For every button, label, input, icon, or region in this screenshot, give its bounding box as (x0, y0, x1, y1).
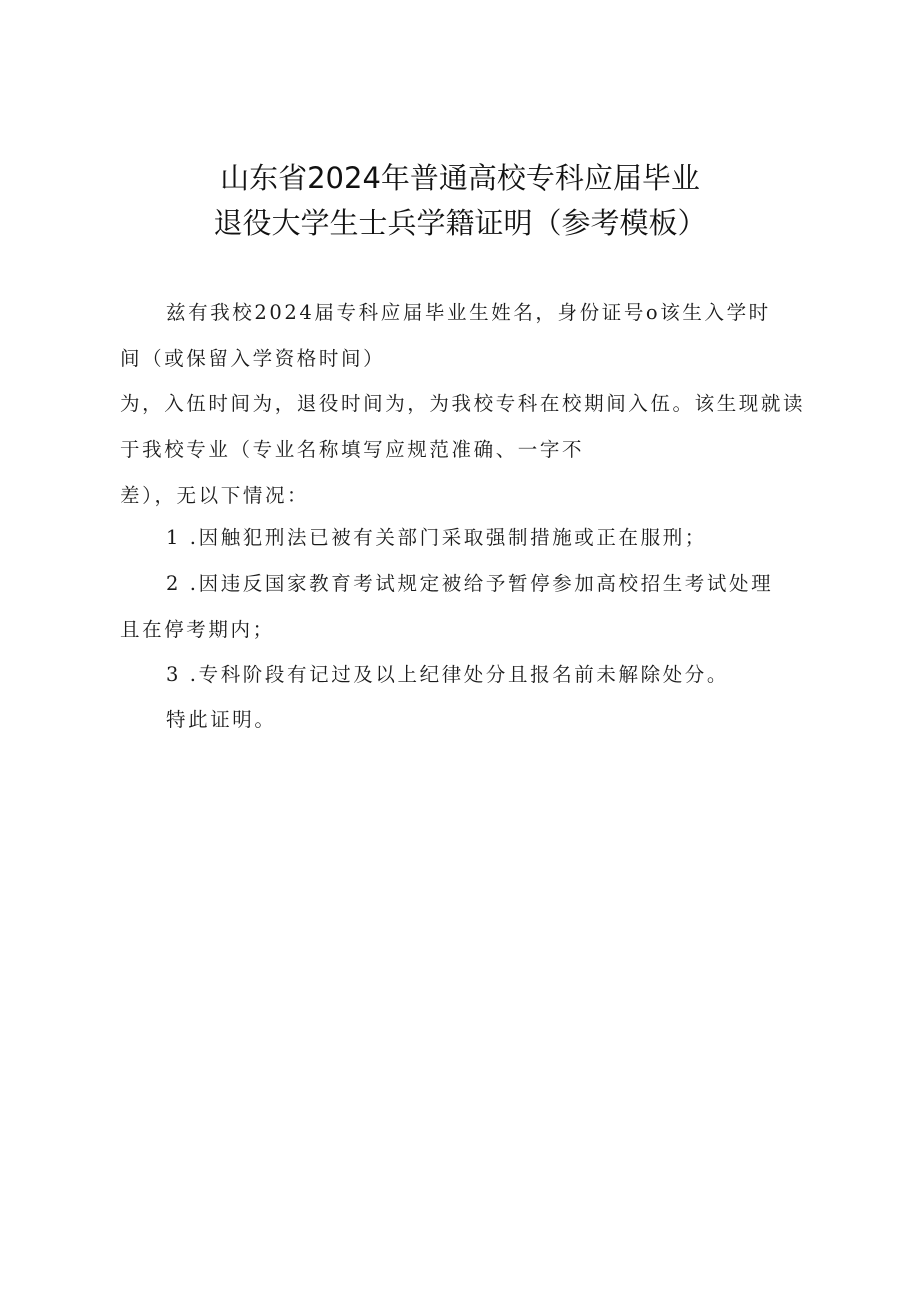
document-title-line-1: 山东省2024年普通高校专科应届毕业 (220, 161, 700, 195)
body-line-2: 间（或保留入学资格时间） (120, 347, 386, 370)
condition-item-3: 3 .专科阶段有记过及以上纪律处分且报名前未解除处分。 (166, 663, 730, 686)
body-line-3: 为，入伍时间为，退役时间为，为我校专科在校期间入伍。该生现就读 (120, 392, 806, 415)
condition-item-2-continued: 且在停考期内； (120, 618, 275, 641)
body-line-4: 于我校专业（专业名称填写应规范准确、一字不 (120, 438, 585, 461)
condition-item-1: 1 .因触犯刑法已被有关部门采取强制措施或正在服刑； (166, 526, 707, 549)
body-line-1: 兹有我校2024届专科应届毕业生姓名，身份证号o该生入学时 (166, 301, 771, 324)
closing-statement: 特此证明。 (166, 708, 277, 731)
document-title-line-2: 退役大学生士兵学籍证明（参考模板） (213, 206, 707, 240)
body-line-5: 差），无以下情况： (120, 484, 310, 507)
condition-item-2: 2 .因违反国家教育考试规定被给予暂停参加高校招生考试处理 (166, 572, 774, 595)
